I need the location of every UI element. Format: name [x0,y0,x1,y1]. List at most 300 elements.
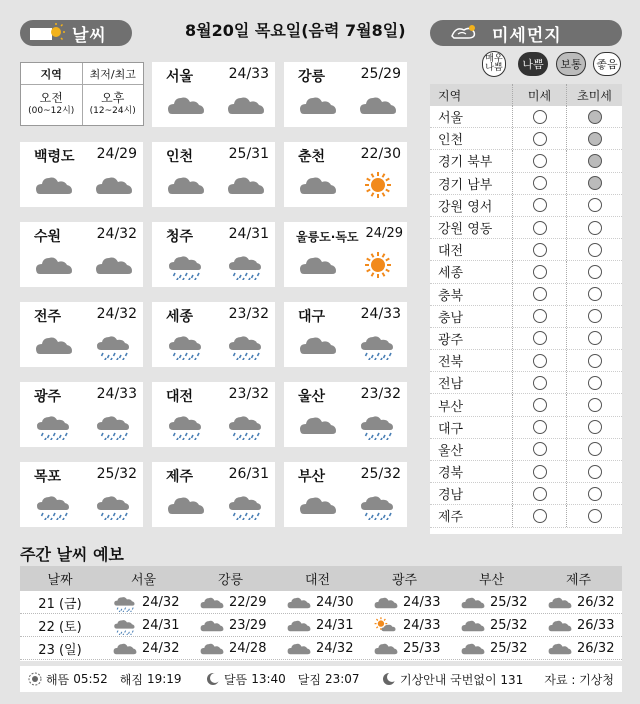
pm-weather [358,90,398,120]
dust-region: 광주 [438,332,464,348]
moonset-label: 달짐 [297,672,321,687]
weekly-col-city: 부산 [478,573,505,588]
cloud-icon [298,250,338,280]
dust-region: 경남 [438,488,464,504]
pm10-level-indicator [533,110,547,124]
pm25-level-indicator [588,110,602,124]
sunset-time: 19:19 [146,672,182,686]
cloud-icon [373,593,399,612]
city-temp: 23/32 [228,306,269,322]
city-card [284,462,407,527]
city-temp: 22/30 [360,146,401,162]
dust-region: 경기 북부 [438,155,493,171]
city-name: 광주 [34,389,62,405]
cloud-icon [373,639,399,658]
weekly-temp: 24/28 [229,640,267,656]
pm10-level-indicator [533,309,547,323]
cloud-icon [166,90,206,120]
pm10-level-indicator [533,487,547,501]
legend-pm: 오후 (12~24시) [89,91,136,116]
dust-row [430,328,622,350]
pm10-level-indicator [533,221,547,235]
dust-region: 전남 [438,377,464,393]
dust-region: 경북 [438,466,464,482]
city-temp: 25/29 [360,66,401,82]
rain-cloud-icon [226,330,266,360]
sun-times [28,671,182,688]
dust-region: 충북 [438,288,464,304]
city-name: 대전 [166,389,194,405]
cloud-icon [226,90,266,120]
cloud-icon [34,330,74,360]
dust-row [430,261,622,283]
dust-region: 대구 [438,421,464,437]
cloud-icon [358,90,398,120]
dust-table [430,84,622,534]
cloud-icon [298,410,338,440]
cloud-icon [226,170,266,200]
city-card [152,462,275,527]
rain-cloud-icon [94,490,134,520]
pm10-level-indicator [533,154,547,168]
am-weather [298,410,338,440]
pm25-level-indicator [588,176,602,190]
city-name: 수원 [34,229,62,245]
pm25-level-indicator [588,221,602,235]
pm-weather [226,410,266,440]
forecast-info [382,671,523,688]
forecast-info-text: 기상안내 국번없이 131 [400,672,524,687]
pm25-level-indicator [588,398,602,412]
weather-header [20,20,132,46]
moon-icon [206,672,220,686]
pm25-level-indicator [588,420,602,434]
moonrise-time: 13:40 [251,672,286,686]
cloud-icon [166,170,206,200]
weekly-temp: 24/33 [403,594,441,610]
city-name: 청주 [166,229,194,245]
weekly-cell [187,614,274,636]
am-weather [34,330,74,360]
am-weather [166,90,206,120]
cloud-icon [547,593,573,612]
dust-row [430,195,622,217]
am-weather [166,170,206,200]
weekly-table [20,566,622,661]
rain-cloud-icon [358,330,398,360]
pm25-level-indicator [588,376,602,390]
weekly-row [20,614,622,637]
dust-col-pm25: 초미세 [566,84,622,106]
rain-cloud-icon [94,330,134,360]
dust-row [430,505,622,527]
cloud-icon [298,490,338,520]
city-card [152,222,275,287]
source-text: 자료 : 기상청 [544,672,614,687]
city-temp: 25/32 [360,466,401,482]
am-weather [298,90,338,120]
weekly-col-city: 제주 [565,573,592,588]
cloud-icon [298,90,338,120]
pm10-level-indicator [533,376,547,390]
pm10-level-indicator [533,265,547,279]
dust-col-region: 지역 [438,88,462,103]
pm10-level-indicator [533,132,547,146]
dust-row [430,350,622,372]
dust-region: 강원 영동 [438,222,493,238]
city-name: 강릉 [298,69,326,85]
pm-weather [94,170,134,200]
pm10-level-indicator [533,420,547,434]
cloud-icon [547,639,573,658]
weekly-date: 21 (금) [38,596,82,612]
city-temp: 24/31 [228,226,269,242]
dust-row [430,150,622,172]
cloud-icon [94,170,134,200]
cloud-icon [199,616,225,635]
weekly-title: 주간 날씨 예보 [20,545,124,564]
weekly-temp: 25/33 [403,640,441,656]
weekly-temp: 25/32 [490,617,528,633]
city-temp: 26/31 [228,466,269,482]
pm-weather [358,250,398,280]
pm25-level-indicator [588,132,602,146]
pm25-level-indicator [588,354,602,368]
city-card [284,382,407,447]
dust-row [430,239,622,261]
rain-cloud-icon [358,410,398,440]
pm25-level-indicator [588,309,602,323]
legend-minmax: 최저/최고 [89,67,136,81]
weekly-temp: 22/29 [229,594,267,610]
pm10-level-indicator [533,465,547,479]
rain-cloud-icon [34,410,74,440]
dust-badge-bad: 나쁨 [518,52,548,76]
am-weather [34,410,74,440]
dust-region: 경기 남부 [438,177,493,193]
pm25-level-indicator [588,154,602,168]
city-temp: 24/32 [96,306,137,322]
city-card [284,62,407,127]
dust-row [430,483,622,505]
pm25-level-indicator [588,331,602,345]
city-name: 춘천 [298,149,326,165]
weekly-cell [448,637,535,659]
pm-weather [358,490,398,520]
dust-badge-normal: 보통 [556,52,586,76]
am-weather [166,490,206,520]
weekly-temp: 24/30 [316,594,354,610]
pm10-level-indicator [533,176,547,190]
weekly-cell [535,637,622,659]
city-temp: 24/33 [96,386,137,402]
pm10-level-indicator [533,287,547,301]
weekly-temp: 24/32 [142,640,180,656]
date-title: 8월20일 목요일(음력 7월8일) [185,21,406,40]
pm-weather [226,170,266,200]
dust-logo-icon [448,22,478,44]
cloud-icon [34,170,74,200]
dust-region: 인천 [438,133,464,149]
dust-header-label: 미세먼지 [492,25,562,46]
weekly-cell [100,637,187,659]
cloud-icon [460,639,486,658]
pm-weather [94,330,134,360]
pm-weather [358,170,398,200]
dust-row [430,417,622,439]
weekly-cell [535,614,622,636]
rain-cloud-icon [226,490,266,520]
moonrise-label: 달뜸 [224,672,248,687]
am-weather [298,170,338,200]
am-weather [34,250,74,280]
dust-region: 서울 [438,111,464,127]
cloud-icon [199,593,225,612]
weekly-cell [448,591,535,613]
dust-row [430,128,622,150]
pm-weather [94,250,134,280]
rain-cloud-icon [166,250,206,280]
pm25-level-indicator [588,487,602,501]
am-weather [298,490,338,520]
pm10-level-indicator [533,331,547,345]
city-card [20,462,143,527]
city-name: 울릉도·독도 [296,230,359,244]
city-name: 서울 [166,69,194,85]
weekly-temp: 26/33 [577,617,615,633]
weekly-row [20,591,622,614]
city-card [284,142,407,207]
pm10-level-indicator [533,198,547,212]
weekly-cell [187,637,274,659]
city-card [284,222,407,287]
am-weather [34,490,74,520]
dust-col-pm10: 미세 [512,84,566,106]
cloud-icon [286,616,312,635]
cloud-icon [112,639,138,658]
city-card [152,62,275,127]
sunset-label: 해짐 [119,672,143,687]
dust-region: 대전 [438,244,464,260]
legend-am: 오전 (00~12시) [21,85,83,125]
moonset-time: 23:07 [324,672,360,686]
dust-region: 부산 [438,399,464,415]
weather-header-label: 날씨 [72,25,107,46]
dust-region: 강원 영서 [438,199,493,215]
sunrise-time: 05:52 [73,672,108,686]
cloud-icon [286,593,312,612]
dust-row [430,461,622,483]
pm25-level-indicator [588,243,602,257]
dust-region: 전북 [438,355,464,371]
city-temp: 23/32 [228,386,269,402]
cloud-icon [286,639,312,658]
weekly-date: 22 (토) [38,619,82,635]
cloud-icon [199,639,225,658]
pm10-level-indicator [533,354,547,368]
pm25-level-indicator [588,509,602,523]
city-name: 대구 [298,309,326,325]
rain-cloud-icon [112,616,138,635]
rain-cloud-icon [358,490,398,520]
dust-region: 울산 [438,443,464,459]
sunrise-label: 해뜸 [46,672,70,687]
rain-cloud-icon [166,410,206,440]
pm-weather [94,410,134,440]
weekly-temp: 25/32 [490,640,528,656]
dust-row [430,106,622,128]
dust-row [430,306,622,328]
dust-row [430,439,622,461]
pm10-level-indicator [533,509,547,523]
weekly-col-city: 강릉 [217,573,244,588]
dust-region: 세종 [438,266,464,282]
weekly-temp: 26/32 [577,640,615,656]
city-card [20,382,143,447]
pm10-level-indicator [533,398,547,412]
crescent-icon [382,672,396,686]
weekly-cell [187,591,274,613]
weekly-temp: 24/32 [142,594,180,610]
am-weather [166,410,206,440]
weekly-cell [100,591,187,613]
dust-row [430,217,622,239]
cloud-icon [460,593,486,612]
city-card [20,142,143,207]
moon-times [206,671,360,688]
weekly-cell [361,614,448,636]
weekly-cell [100,614,187,636]
pm-weather [358,330,398,360]
cloud-icon [166,490,206,520]
pm25-level-indicator [588,442,602,456]
weekly-col-city: 광주 [391,573,418,588]
footer-bar [20,666,622,692]
am-weather [298,330,338,360]
pm25-level-indicator [588,287,602,301]
city-name: 제주 [166,469,194,485]
city-card [20,302,143,367]
pm25-level-indicator [588,198,602,212]
cloud-icon [34,250,74,280]
weekly-col-city: 서울 [130,573,157,588]
weekly-temp: 23/29 [229,617,267,633]
city-name: 세종 [166,309,194,325]
legend-box [20,62,144,126]
pm-weather [226,330,266,360]
dust-table-header [430,84,622,106]
rain-cloud-icon [112,593,138,612]
weekly-temp: 24/32 [316,640,354,656]
weekly-cell [448,614,535,636]
city-temp: 24/33 [360,306,401,322]
city-temp: 24/29 [96,146,137,162]
city-name: 백령도 [34,149,75,165]
city-card [152,382,275,447]
weekly-cell [274,637,361,659]
am-weather [166,250,206,280]
dust-badge-good: 좋음 [593,52,621,76]
pm-weather [358,410,398,440]
weekly-temp: 24/31 [142,617,180,633]
dust-row [430,173,622,195]
weekly-row [20,637,622,660]
pm25-level-indicator [588,465,602,479]
dust-row [430,394,622,416]
am-weather [166,330,206,360]
weekly-temp: 26/32 [577,594,615,610]
weekly-cell [361,591,448,613]
sun-cloud-icon [373,616,399,635]
legend-region: 지역 [21,63,83,84]
dust-badge-very-bad: 매우나쁨 [482,51,506,77]
weekly-temp: 24/33 [403,617,441,633]
dust-row [430,372,622,394]
city-name: 인천 [166,149,194,165]
weekly-cell [535,591,622,613]
cloud-icon [547,616,573,635]
city-temp: 25/31 [228,146,269,162]
city-name: 목포 [34,469,62,485]
rain-cloud-icon [226,250,266,280]
weekly-cell [274,591,361,613]
pm25-level-indicator [588,265,602,279]
weekly-temp: 24/31 [316,617,354,633]
rain-cloud-icon [226,410,266,440]
sun-icon [358,250,398,280]
city-name: 부산 [298,469,326,485]
city-temp: 25/32 [96,466,137,482]
cloud-icon [298,330,338,360]
weekly-col-date: 날짜 [47,573,73,588]
pm10-level-indicator [533,243,547,257]
sunrise-icon [28,672,42,686]
cloud-icon [460,616,486,635]
rain-cloud-icon [34,490,74,520]
rain-cloud-icon [94,410,134,440]
dust-region: 충남 [438,310,464,326]
city-temp: 24/33 [228,66,269,82]
am-weather [298,250,338,280]
weekly-temp: 25/32 [490,594,528,610]
source [544,671,614,688]
city-temp: 23/32 [360,386,401,402]
city-card [152,302,275,367]
dust-region: 제주 [438,510,464,526]
pm-weather [226,490,266,520]
sun-icon [358,170,398,200]
city-card [152,142,275,207]
rain-cloud-icon [166,330,206,360]
city-temp: 24/29 [365,226,403,241]
city-temp: 24/32 [96,226,137,242]
am-weather [34,170,74,200]
cloud-icon [298,170,338,200]
city-card [284,302,407,367]
weekly-date: 23 (일) [38,642,82,658]
weekly-col-city: 대전 [304,573,331,588]
dust-header [430,20,622,46]
pm-weather [226,250,266,280]
dust-row [430,284,622,306]
pm-weather [226,90,266,120]
weekly-cell [274,614,361,636]
weekly-cell [361,637,448,659]
pm-weather [94,490,134,520]
cloud-icon [94,250,134,280]
sun-cloud-logo-icon [28,22,68,44]
city-name: 전주 [34,309,62,325]
